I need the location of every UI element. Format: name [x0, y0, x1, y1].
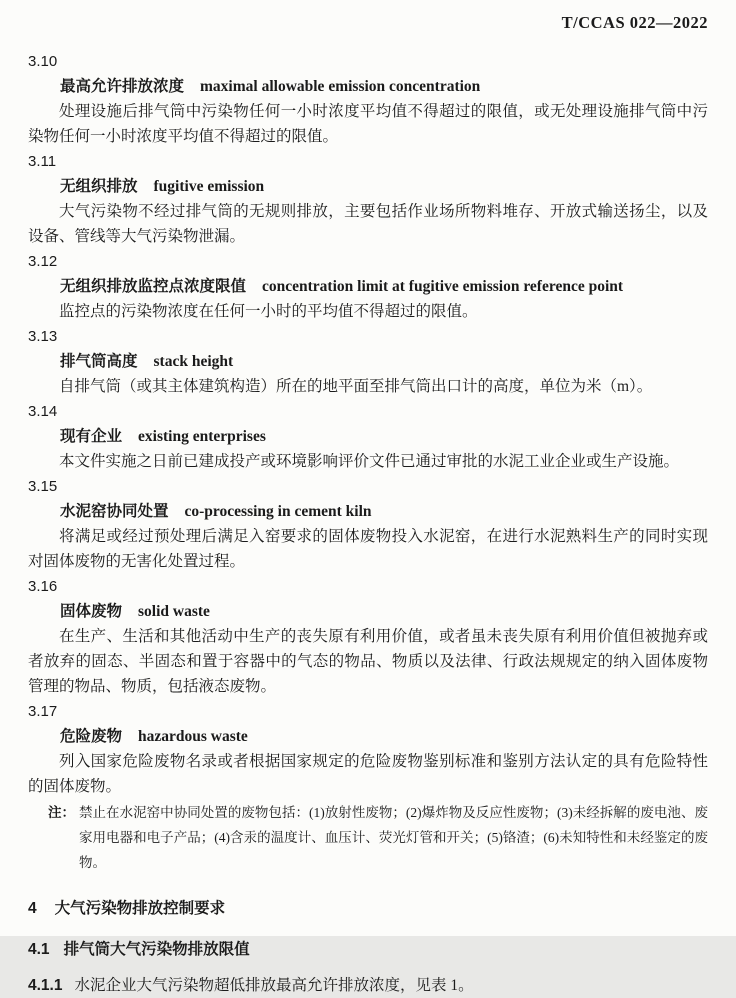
term-definition: 大气污染物不经过排气筒的无规则排放，主要包括作业场所物料堆存、开放式输送扬尘，以及设备、管线等大气污染物泄漏。	[28, 203, 708, 245]
term-definition: 在生产、生活和其他活动中生产的丧失原有利用价值，或者虽未丧失原有利用价值但被抛弃或者放弃的固态、半固态和置于容器中的气态的物品、物质以及法律、行政法规规定的纳入固体废物管理的物品、物质，包括液态废物。	[28, 628, 708, 695]
doc-number-header: T/CCAS 022—2022	[561, 13, 708, 32]
term-heading	[28, 499, 708, 524]
term-definition: 本文件实施之日前已建成投产或环境影响评价文件已通过审批的水泥工业企业或生产设施。	[59, 453, 680, 470]
term-chinese: 现有企业	[60, 428, 123, 445]
clause-number: 3.11	[28, 153, 57, 170]
term-chinese: 固体废物	[60, 603, 123, 620]
term-heading	[28, 599, 708, 624]
term-english: maximal allowable emission concentration	[200, 78, 481, 95]
term-heading	[28, 724, 708, 749]
section-title: 排气筒大气污染物排放限值	[63, 941, 250, 958]
clause-number: 3.10	[28, 53, 58, 70]
term-block	[28, 149, 708, 249]
subsection-text: 水泥企业大气污染物超低排放最高允许排放浓度，见表 1。	[74, 977, 474, 994]
term-english: solid waste	[138, 603, 210, 620]
subsection-paragraph	[28, 973, 708, 998]
term-definition: 列入国家危险废物名录或者根据国家规定的危险废物鉴别标准和鉴别方法认定的具有危险特性的固体废物。	[28, 753, 708, 795]
section-heading	[28, 937, 708, 962]
note	[28, 800, 708, 875]
chapter-number: 4	[28, 900, 37, 917]
term-english: concentration limit at fugitive emission reference point	[262, 278, 624, 295]
clause-number: 3.14	[28, 403, 58, 420]
term-english: stack height	[153, 353, 234, 370]
term-english: hazardous waste	[138, 728, 248, 745]
note-label: 注：	[48, 805, 75, 820]
clause-number: 3.15	[28, 478, 58, 495]
term-definition: 监控点的污染物浓度在任何一小时的平均值不得超过的限值。	[59, 303, 478, 320]
term-block	[28, 324, 708, 399]
term-block	[28, 474, 708, 574]
term-chinese: 无组织排放	[60, 178, 138, 195]
term-chinese: 最高允许排放浓度	[60, 78, 185, 95]
term-english: existing enterprises	[138, 428, 266, 445]
clause-number: 3.13	[28, 328, 58, 345]
term-heading	[28, 74, 708, 99]
term-heading	[28, 424, 708, 449]
term-heading	[28, 349, 708, 374]
term-definition: 自排气筒（或其主体建筑构造）所在的地平面至排气筒出口计的高度，单位为米（m）。	[59, 378, 653, 395]
term-chinese: 水泥窑协同处置	[60, 503, 169, 520]
term-chinese: 排气筒高度	[60, 353, 138, 370]
term-definition: 将满足或经过预处理后满足入窑要求的固体废物投入水泥窑，在进行水泥熟料生产的同时实现对固体废物的无害化处置过程。	[28, 528, 708, 570]
term-block	[28, 574, 708, 699]
term-block	[28, 249, 708, 324]
note-text: 禁止在水泥窑中协同处置的废物包括：(1)放射性废物；(2)爆炸物及反应性废物；(3)未经拆解的废电池、废家用电器和电子产品；(4)含汞的温度计、血压计、荧光灯管和开关；(5)铬渣；(6)未知特性和未经鉴定的废物。	[79, 805, 708, 870]
chapter-heading	[28, 896, 708, 921]
clause-number: 3.16	[28, 578, 58, 595]
term-chinese: 危险废物	[60, 728, 123, 745]
term-chinese: 无组织排放监控点浓度限值	[60, 278, 247, 295]
term-heading	[28, 174, 708, 199]
term-english: co-processing in cement kiln	[184, 503, 372, 520]
clause-number: 3.12	[28, 253, 58, 270]
subsection-number: 4.1.1	[28, 977, 63, 994]
term-block	[28, 49, 708, 149]
clause-number: 3.17	[28, 703, 58, 720]
section-number: 4.1	[28, 941, 50, 958]
term-english: fugitive emission	[153, 178, 265, 195]
term-definition: 处理设施后排气筒中污染物任何一小时浓度平均值不得超过的限值，或无处理设施排气筒中污染物任何一小时浓度平均值不得超过的限值。	[28, 103, 708, 145]
term-block	[28, 699, 708, 799]
term-heading	[28, 274, 708, 299]
term-block	[28, 399, 708, 474]
chapter-title: 大气污染物排放控制要求	[54, 900, 226, 917]
